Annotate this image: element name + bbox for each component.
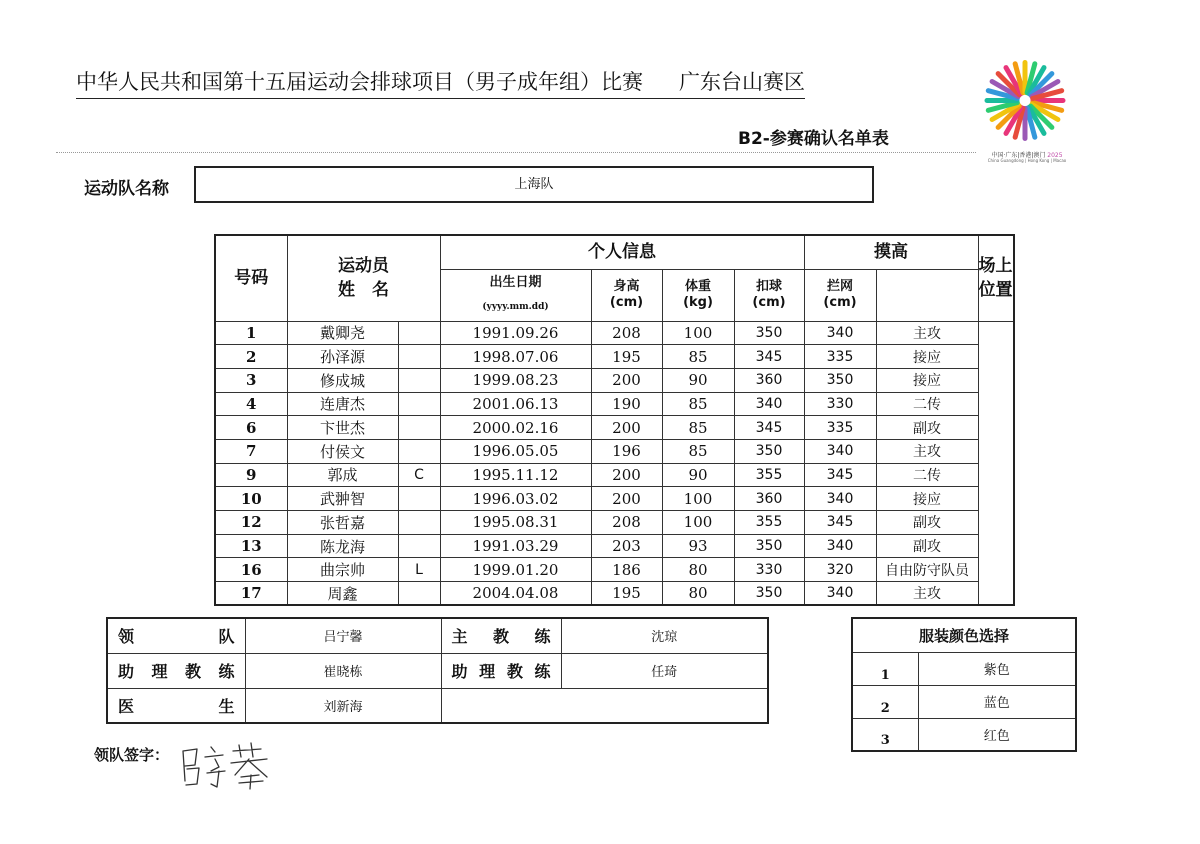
player-dob: 2000.02.16	[440, 416, 591, 440]
uniform-option-number: 3	[852, 718, 918, 751]
player-role-mark	[398, 368, 440, 392]
player-dob: 2001.06.13	[440, 392, 591, 416]
player-dob: 1998.07.06	[440, 345, 591, 369]
player-dob: 1991.09.26	[440, 321, 591, 345]
player-role-mark	[398, 345, 440, 369]
player-height: 200	[591, 463, 662, 487]
player-height: 186	[591, 558, 662, 582]
leader-value: 吕宁馨	[245, 618, 441, 653]
player-spike-reach: 360	[734, 368, 804, 392]
player-weight: 85	[662, 392, 734, 416]
player-block-reach: 335	[804, 416, 876, 440]
table-row	[215, 392, 1014, 416]
leader-signature-label: 领队签字：	[94, 746, 170, 764]
player-weight: 85	[662, 345, 734, 369]
player-number: 2	[215, 345, 287, 369]
table-row	[215, 558, 1014, 582]
player-name: 曲宗帅	[287, 558, 398, 582]
uniform-option-color: 红色	[918, 718, 1076, 751]
team-name-field: 上海队	[194, 166, 874, 203]
player-dob: 2004.04.08	[440, 582, 591, 606]
player-name: 付侯文	[287, 439, 398, 463]
player-dob: 1999.01.20	[440, 558, 591, 582]
assistant-coach-2-label: 助理教练	[441, 653, 561, 688]
player-spike-reach: 350	[734, 582, 804, 606]
player-role-mark	[398, 321, 440, 345]
player-position: 二传	[876, 392, 978, 416]
player-number: 1	[215, 321, 287, 345]
table-row	[215, 534, 1014, 558]
leader-label: 领队	[107, 618, 245, 653]
player-role-mark	[398, 511, 440, 535]
player-height: 208	[591, 511, 662, 535]
player-block-reach: 345	[804, 463, 876, 487]
player-block-reach: 340	[804, 487, 876, 511]
logo-subcaption: China Guangdong | Hong Kong | Macao	[987, 158, 1067, 163]
player-height: 200	[591, 487, 662, 511]
header-spike: 扣球 (cm)	[734, 269, 804, 321]
player-height: 196	[591, 439, 662, 463]
player-number: 6	[215, 416, 287, 440]
uniform-option-color: 蓝色	[918, 685, 1076, 718]
player-role-mark	[398, 392, 440, 416]
player-name: 周鑫	[287, 582, 398, 606]
player-position: 主攻	[876, 321, 978, 345]
player-number: 12	[215, 511, 287, 535]
player-position: 副攻	[876, 416, 978, 440]
table-row	[215, 487, 1014, 511]
player-number: 16	[215, 558, 287, 582]
doctor-label: 医生	[107, 688, 245, 723]
player-spike-reach: 350	[734, 534, 804, 558]
player-spike-reach: 355	[734, 511, 804, 535]
assistant-coach-2-value: 任琦	[561, 653, 768, 688]
player-dob: 1996.03.02	[440, 487, 591, 511]
player-weight: 100	[662, 511, 734, 535]
player-name: 孙泽源	[287, 345, 398, 369]
player-dob: 1996.05.05	[440, 439, 591, 463]
player-weight: 85	[662, 416, 734, 440]
header-number: 号码	[215, 235, 287, 321]
dotted-divider	[56, 152, 976, 153]
uniform-option-number: 2	[852, 685, 918, 718]
handwritten-signature	[175, 737, 275, 792]
player-height: 195	[591, 345, 662, 369]
player-block-reach: 335	[804, 345, 876, 369]
player-name: 修成城	[287, 368, 398, 392]
head-coach-label: 主教练	[441, 618, 561, 653]
header-block: 拦网 (cm)	[804, 269, 876, 321]
player-weight: 100	[662, 321, 734, 345]
player-weight: 90	[662, 463, 734, 487]
table-row	[215, 368, 1014, 392]
player-block-reach: 340	[804, 321, 876, 345]
uniform-option-number: 1	[852, 652, 918, 685]
player-dob: 1995.11.12	[440, 463, 591, 487]
player-name: 卞世杰	[287, 416, 398, 440]
player-block-reach: 330	[804, 392, 876, 416]
table-row	[215, 582, 1014, 606]
player-spike-reach: 345	[734, 416, 804, 440]
player-position: 主攻	[876, 582, 978, 606]
assistant-coach-label: 助理教练	[107, 653, 245, 688]
table-row	[215, 439, 1014, 463]
player-weight: 100	[662, 487, 734, 511]
uniform-color-title: 服装颜色选择	[852, 618, 1076, 652]
team-name-label: 运动队名称	[84, 179, 169, 199]
player-dob: 1995.08.31	[440, 511, 591, 535]
player-name: 张哲嘉	[287, 511, 398, 535]
uniform-color-row	[852, 652, 1076, 685]
header-reach: 摸高	[804, 235, 978, 269]
player-number: 13	[215, 534, 287, 558]
player-height: 195	[591, 582, 662, 606]
header-height: 身高 (cm)	[591, 269, 662, 321]
player-name: 武翀智	[287, 487, 398, 511]
player-weight: 85	[662, 439, 734, 463]
player-number: 10	[215, 487, 287, 511]
player-role-mark: L	[398, 558, 440, 582]
player-block-reach: 340	[804, 582, 876, 606]
event-title: 中华人民共和国第十五届运动会排球项目（男子成年组）比赛	[76, 70, 643, 94]
player-role-mark	[398, 416, 440, 440]
player-weight: 80	[662, 558, 734, 582]
header-athlete: 运动员 姓 名	[287, 235, 440, 321]
header-position: 场上 位置	[978, 235, 1014, 321]
player-position: 副攻	[876, 511, 978, 535]
page-title	[76, 66, 805, 99]
player-spike-reach: 350	[734, 321, 804, 345]
player-block-reach: 340	[804, 439, 876, 463]
staff-table	[106, 617, 769, 724]
player-height: 200	[591, 368, 662, 392]
player-position: 接应	[876, 368, 978, 392]
uniform-color-row	[852, 685, 1076, 718]
player-dob: 1991.03.29	[440, 534, 591, 558]
player-role-mark	[398, 487, 440, 511]
player-number: 17	[215, 582, 287, 606]
player-position: 二传	[876, 463, 978, 487]
table-row	[215, 321, 1014, 345]
player-number: 3	[215, 368, 287, 392]
player-block-reach: 320	[804, 558, 876, 582]
header-dob: 出生日期 (yyyy.mm.dd)	[440, 269, 591, 321]
player-name: 戴卿尧	[287, 321, 398, 345]
player-height: 203	[591, 534, 662, 558]
table-row	[215, 511, 1014, 535]
games-logo-icon	[975, 48, 1075, 163]
assistant-coach-value: 崔晓栋	[245, 653, 441, 688]
player-number: 4	[215, 392, 287, 416]
player-weight: 93	[662, 534, 734, 558]
player-number: 7	[215, 439, 287, 463]
empty-cell	[441, 688, 768, 723]
player-role-mark: C	[398, 463, 440, 487]
player-role-mark	[398, 534, 440, 558]
player-spike-reach: 360	[734, 487, 804, 511]
uniform-color-row	[852, 718, 1076, 751]
header-personal-info: 个人信息	[440, 235, 804, 269]
player-spike-reach: 345	[734, 345, 804, 369]
uniform-option-color: 紫色	[918, 652, 1076, 685]
player-weight: 80	[662, 582, 734, 606]
player-position: 接应	[876, 487, 978, 511]
player-block-reach: 345	[804, 511, 876, 535]
player-name: 连唐杰	[287, 392, 398, 416]
player-position: 主攻	[876, 439, 978, 463]
header-weight: 体重 (kg)	[662, 269, 734, 321]
player-position: 副攻	[876, 534, 978, 558]
player-name: 郭成	[287, 463, 398, 487]
player-name: 陈龙海	[287, 534, 398, 558]
player-number: 9	[215, 463, 287, 487]
player-position: 接应	[876, 345, 978, 369]
player-role-mark	[398, 439, 440, 463]
player-dob: 1999.08.23	[440, 368, 591, 392]
player-spike-reach: 350	[734, 439, 804, 463]
player-height: 190	[591, 392, 662, 416]
player-block-reach: 340	[804, 534, 876, 558]
player-height: 200	[591, 416, 662, 440]
player-position: 自由防守队员	[876, 558, 978, 582]
player-role-mark	[398, 582, 440, 606]
head-coach-value: 沈琼	[561, 618, 768, 653]
doctor-value: 刘新海	[245, 688, 441, 723]
logo-caption: 中国·广东|香港|澳门 2025	[991, 152, 1063, 159]
player-spike-reach: 355	[734, 463, 804, 487]
player-spike-reach: 330	[734, 558, 804, 582]
venue-name: 广东台山赛区	[679, 70, 805, 94]
player-block-reach: 350	[804, 368, 876, 392]
player-height: 208	[591, 321, 662, 345]
player-spike-reach: 340	[734, 392, 804, 416]
table-row	[215, 463, 1014, 487]
player-weight: 90	[662, 368, 734, 392]
form-code: B2-参赛确认名单表	[738, 129, 889, 149]
table-row	[215, 416, 1014, 440]
uniform-color-table	[851, 617, 1077, 752]
roster-table	[214, 234, 1015, 606]
table-row	[215, 345, 1014, 369]
